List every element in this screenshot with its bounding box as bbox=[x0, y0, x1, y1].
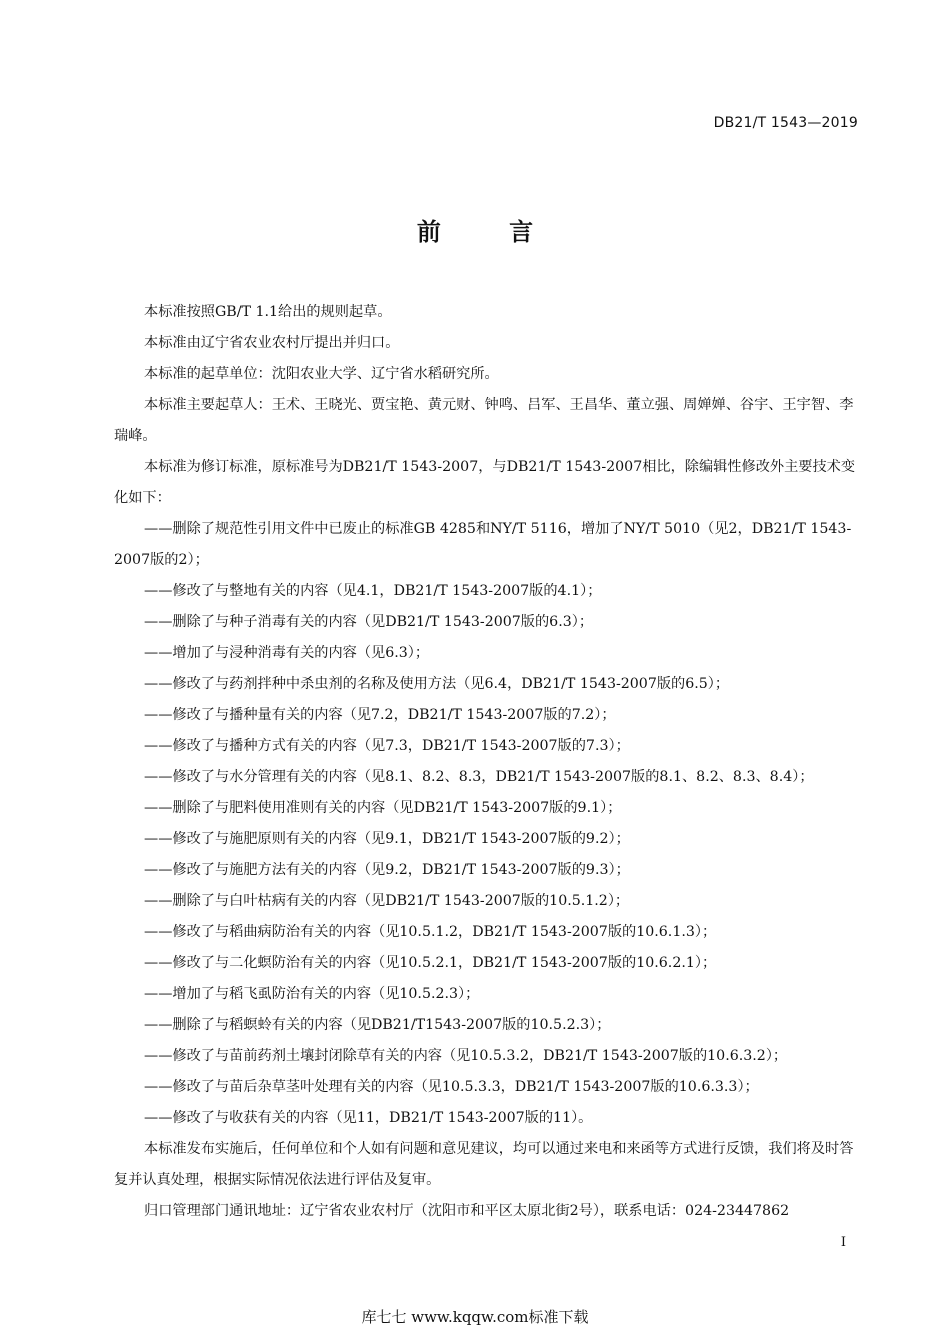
change-item: ——修改了与稻曲病防治有关的内容（见10.5.1.2，DB21/T 1543-2007版的10.6.1.3）； bbox=[144, 924, 717, 940]
foreword-body bbox=[114, 297, 860, 1227]
change-item: ——修改了与苗前药剂土壤封闭除草有关的内容（见10.5.3.2，DB21/T 1543-2007版的10.6.3.2）； bbox=[144, 1048, 788, 1064]
change-item: ——删除了与种子消毒有关的内容（见DB21/T 1543-2007版的6.3）； bbox=[144, 614, 594, 630]
change-item: ——修改了与施肥方法有关的内容（见9.2，DB21/T 1543-2007版的9.3）； bbox=[144, 862, 630, 878]
paragraph-drafting-rules: 本标准按照GB/T 1.1给出的规则起草。 bbox=[144, 304, 392, 320]
change-item: ——修改了与施肥原则有关的内容（见9.1，DB21/T 1543-2007版的9.2）； bbox=[144, 831, 630, 847]
paragraph-contact: 归口管理部门通讯地址：辽宁省农业农村厅（沈阳市和平区太原北街2号），联系电话：024-23447862 bbox=[144, 1203, 790, 1219]
change-item: ——修改了与水分管理有关的内容（见8.1、8.2、8.3，DB21/T 1543-2007版的8.1、8.2、8.3、8.4）； bbox=[144, 769, 814, 785]
change-item: ——删除了规范性引用文件中已废止的标准GB 4285和NY/T 5116，增加了NY/T 5010（见2，DB21/T 1543-2007版的2）； bbox=[114, 521, 852, 568]
page-title: 前 言 bbox=[416, 218, 564, 246]
document-code: DB21/T 1543—2019 bbox=[713, 115, 858, 131]
change-item: ——增加了与浸种消毒有关的内容（见6.3）； bbox=[144, 645, 430, 661]
paragraph-proposer: 本标准由辽宁省农业农村厅提出并归口。 bbox=[144, 335, 400, 351]
paragraph-drafters: 本标准主要起草人：王术、王晓光、贾宝艳、黄元财、钟鸣、吕军、王昌华、董立强、周婵婵、谷宇、王宇智、李瑞峰。 bbox=[114, 397, 854, 444]
change-item: ——删除了与稻螟蛉有关的内容（见DB21/T1543-2007版的10.5.2.3）； bbox=[144, 1017, 611, 1033]
change-item: ——修改了与药剂拌种中杀虫剂的名称及使用方法（见6.4，DB21/T 1543-2007版的6.5）； bbox=[144, 676, 730, 692]
change-item: ——修改了与苗后杂草茎叶处理有关的内容（见10.5.3.3，DB21/T 1543-2007版的10.6.3.3）； bbox=[144, 1079, 759, 1095]
change-item: ——删除了与白叶枯病有关的内容（见DB21/T 1543-2007版的10.5.1.2）； bbox=[144, 893, 630, 909]
change-item: ——增加了与稻飞虱防治有关的内容（见10.5.2.3）； bbox=[144, 986, 480, 1002]
page-number: I bbox=[840, 1235, 846, 1250]
change-item: ——修改了与二化螟防治有关的内容（见10.5.2.1，DB21/T 1543-2007版的10.6.2.1）； bbox=[144, 955, 717, 971]
footer-watermark: 库七七 www.kqqw.com标准下载 bbox=[361, 1308, 589, 1326]
change-item: ——修改了与播种量有关的内容（见7.2，DB21/T 1543-2007版的7.2）； bbox=[144, 707, 616, 723]
paragraph-drafting-units: 本标准的起草单位：沈阳农业大学、辽宁省水稻研究所。 bbox=[144, 366, 499, 382]
change-item: ——删除了与肥料使用准则有关的内容（见DB21/T 1543-2007版的9.1）； bbox=[144, 800, 622, 816]
paragraph-feedback: 本标准发布实施后，任何单位和个人如有问题和意见建议，均可以通过来电和来函等方式进行反馈，我们将及时答复并认真处理，根据实际情况依法进行评估及复审。 bbox=[114, 1141, 854, 1188]
change-item: ——修改了与整地有关的内容（见4.1，DB21/T 1543-2007版的4.1）； bbox=[144, 583, 602, 599]
change-item: ——修改了与播种方式有关的内容（见7.3，DB21/T 1543-2007版的7.3）； bbox=[144, 738, 630, 754]
paragraph-revision-summary: 本标准为修订标准，原标准号为DB21/T 1543-2007，与DB21/T 1543-2007相比，除编辑性修改外主要技术变化如下： bbox=[114, 459, 856, 506]
change-item: ——修改了与收获有关的内容（见11，DB21/T 1543-2007版的11）。 bbox=[144, 1110, 593, 1126]
